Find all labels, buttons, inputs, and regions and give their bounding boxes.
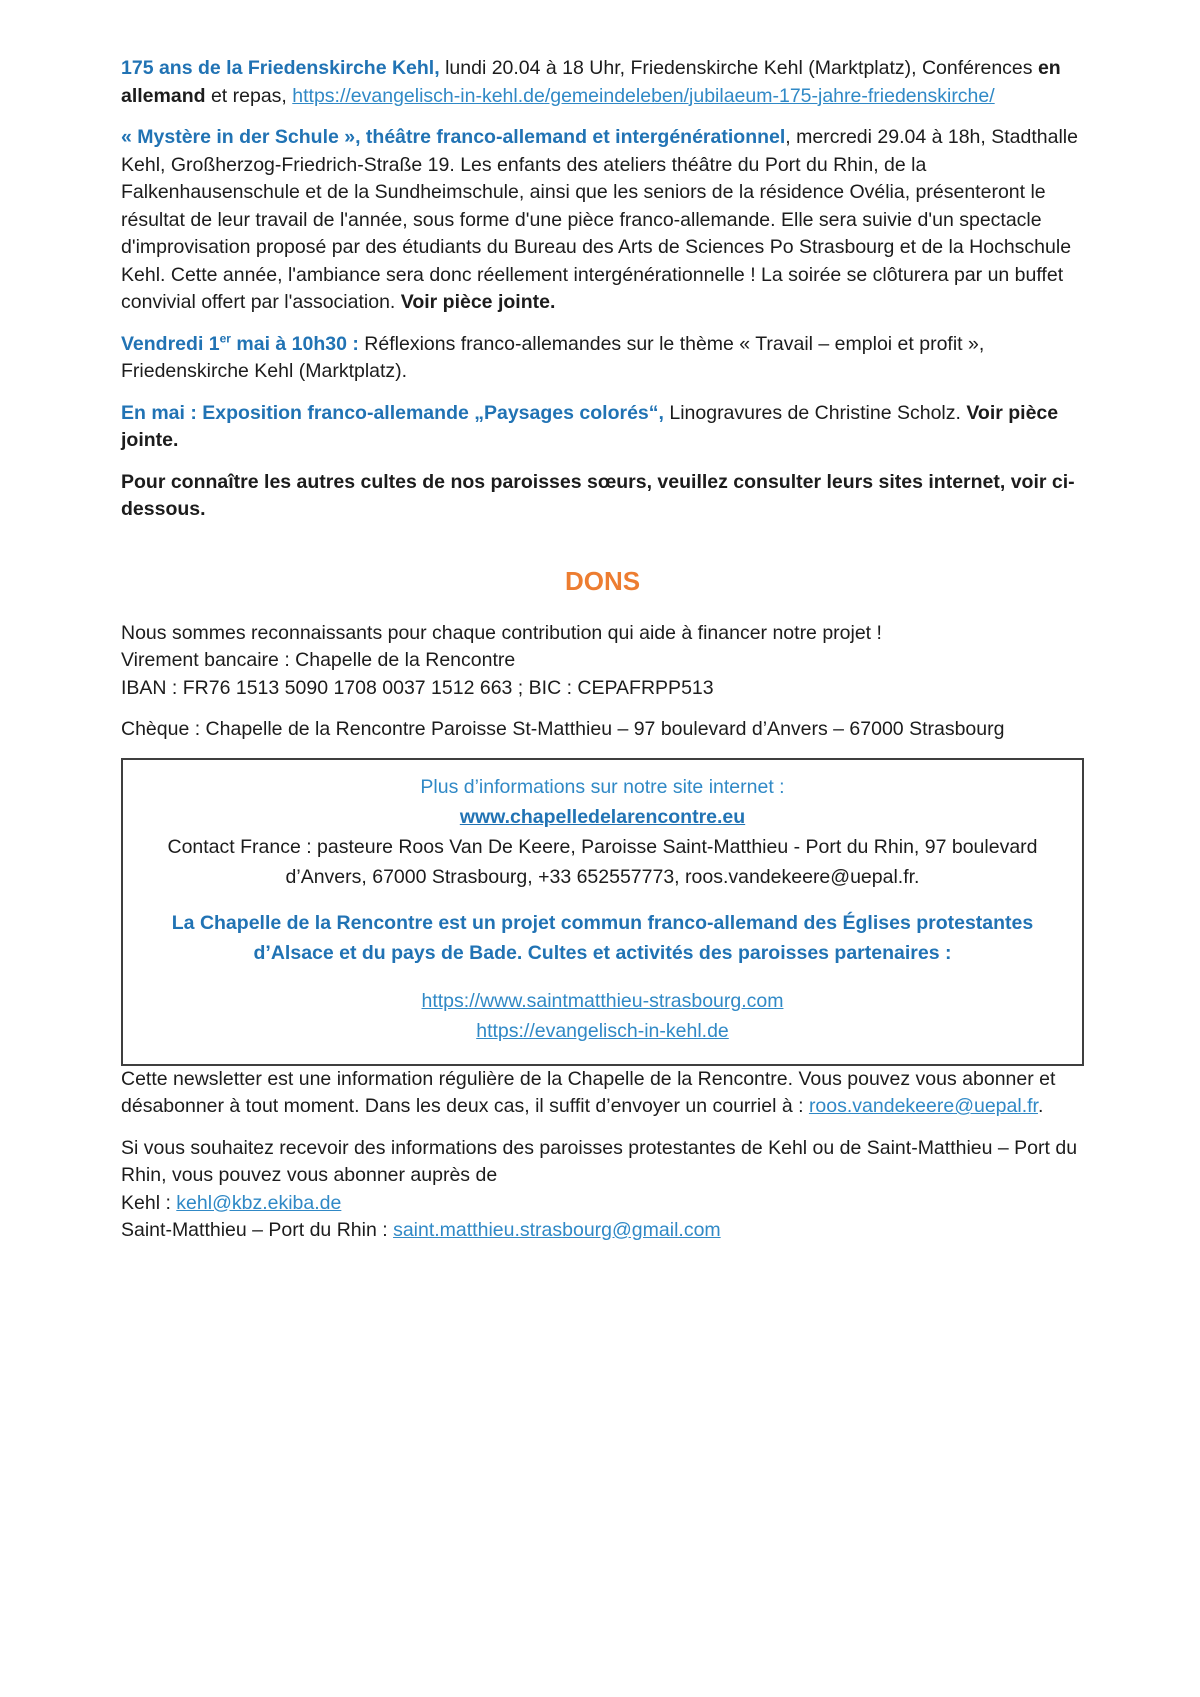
kehl-label: Kehl : [121,1191,177,1214]
cheque-paragraph: Chèque : Chapelle de la Rencontre Paroisse St-Matthieu – 97 boulevard d’Anvers – 67000 Strasbourg [121,718,1005,740]
unsubscribe-email-link[interactable]: roos.vandekeere@uepal.fr [808,1095,1038,1117]
saintmatthieu-link-line [147,986,1058,1016]
info-box [121,758,1084,1066]
event-exposition-title: En mai : Exposition franco-allemande „Paysages colorés“, [121,401,664,424]
event-mystere-title: « Mystère in der Schule », théâtre franco-allemand et intergénérationnel [121,126,786,148]
kehl-link-line [147,1016,1058,1046]
subscribe-paragraph [121,1135,1084,1245]
event-friedenskirche-text2: et repas, [205,84,293,107]
iban-bic-line: IBAN : FR76 1513 5090 1708 0037 1512 663 ; BIC : CEPAFRPP513 [121,676,714,699]
donation-thanks-line: Nous sommes reconnaissants pour chaque contribution qui aide à financer notre projet ! [121,621,882,644]
event-friedenskirche-text: lundi 20.04 à 18 Uhr, Friedenskirche Kehl (Marktplatz), Conférences [439,57,1038,79]
donation-info-paragraph [121,620,1084,703]
event-mystere-paragraph [121,124,1084,317]
chapelle-site-link[interactable]: www.chapelledelarencontre.eu [459,805,746,828]
subscribe-text: Si vous souhaitez recevoir des informations des paroisses protestantes de Kehl ou de Saint-Matthieu – Port du Rhin, vous pouvez vous abonner auprès de [121,1136,1078,1186]
sister-parishes-notice: Pour connaître les autres cultes de nos paroisses sœurs, veuillez consulter leurs sites internet, voir ci-dessous. [121,470,1075,520]
project-description: La Chapelle de la Rencontre est un projet commun franco-allemand des Églises protestantes d’Alsace et du pays de Bade. Cultes et activités des paroisses partenaires : [171,911,1034,964]
event-1mai-paragraph [121,331,1084,386]
kehl-subscribe-line [121,1190,1084,1218]
event-exposition-text: Linogravures de Christine Scholz. [663,401,967,424]
event-1mai-title: Vendredi 1 [121,332,220,355]
stmatthieu-email-link[interactable]: saint.matthieu.strasbourg@gmail.com [393,1219,721,1241]
event-friedenskirche-title: 175 ans de la Friedenskirche Kehl, [121,57,440,79]
contact-france-text: Contact France : pasteure Roos Van De Keere, Paroisse Saint-Matthieu - Port du Rhin, 97 boulevard d’Anvers, 67000 Strasbourg, +33 652557773, roos.vandekeere@uepal.fr. [167,835,1038,888]
site-link-line [147,802,1058,832]
event-exposition-paragraph [121,400,1084,455]
event-1mai-text: Réflexions franco-allemandes sur le thème « Travail – emploi et profit », Friedenskirche Kehl (Marktplatz). [121,332,985,382]
dons-heading: DONS [564,565,641,596]
newsletter-info-paragraph [121,1066,1084,1121]
jubilaeum-link[interactable]: https://evangelisch-in-kehl.de/gemeindeleben/jubilaeum-175-jahre-friedenskirche/ [292,84,995,107]
newsletter-period: . [1037,1095,1044,1117]
event-mystere-attachment-note: Voir pièce jointe. [400,291,556,313]
newsletter-info-text: Cette newsletter est une information régulière de la Chapelle de la Rencontre. Vous pouvez vous abonner et désabonner à tout moment. Dans les deux cas, il suffit d’envoyer un courriel à : [121,1067,1056,1117]
stmatthieu-subscribe-line [121,1217,1084,1245]
bank-transfer-line: Virement bancaire : Chapelle de la Rencontre [121,649,516,671]
more-info-label: Plus d’informations sur notre site internet : [420,775,785,798]
kehl-site-link[interactable]: https://evangelisch-in-kehl.de [476,1019,729,1042]
saintmatthieu-site-link[interactable]: https://www.saintmatthieu-strasbourg.com [421,989,784,1012]
event-exposition-attachment-note: Voir pièce jointe. [121,401,1059,451]
event-1mai-title-rest: mai à 10h30 : [230,332,359,355]
ordinal-superscript: er [219,331,231,345]
kehl-email-link[interactable]: kehl@kbz.ekiba.de [176,1191,342,1214]
event-friedenskirche-bold: en allemand [121,57,1061,107]
event-friedenskirche-paragraph [121,55,1084,110]
event-mystere-text: , mercredi 29.04 à 18h, Stadthalle Kehl, Großherzog-Friedrich-Straße 19. Les enfants des ateliers théâtre du Port du Rhin, de la Falkenhausenschule et de la Sundheimschule, ainsi que les seniors de la résidence Ovélia, présenteront le résultat de leur travail de l'année, sous forme d'une pièce franco-allemande. Elle sera suivie d'un spectacle d'improvisation proposé par des étudiants du Bureau des Arts de Sciences Po Strasbourg et de la Hochschule Kehl. Cette année, l'ambiance sera donc réellement intergénérationnelle ! La soirée se clôturera par un buffet convivial offert par l'association. [121,126,1078,313]
stmatthieu-label: Saint-Matthieu – Port du Rhin : [121,1219,394,1241]
